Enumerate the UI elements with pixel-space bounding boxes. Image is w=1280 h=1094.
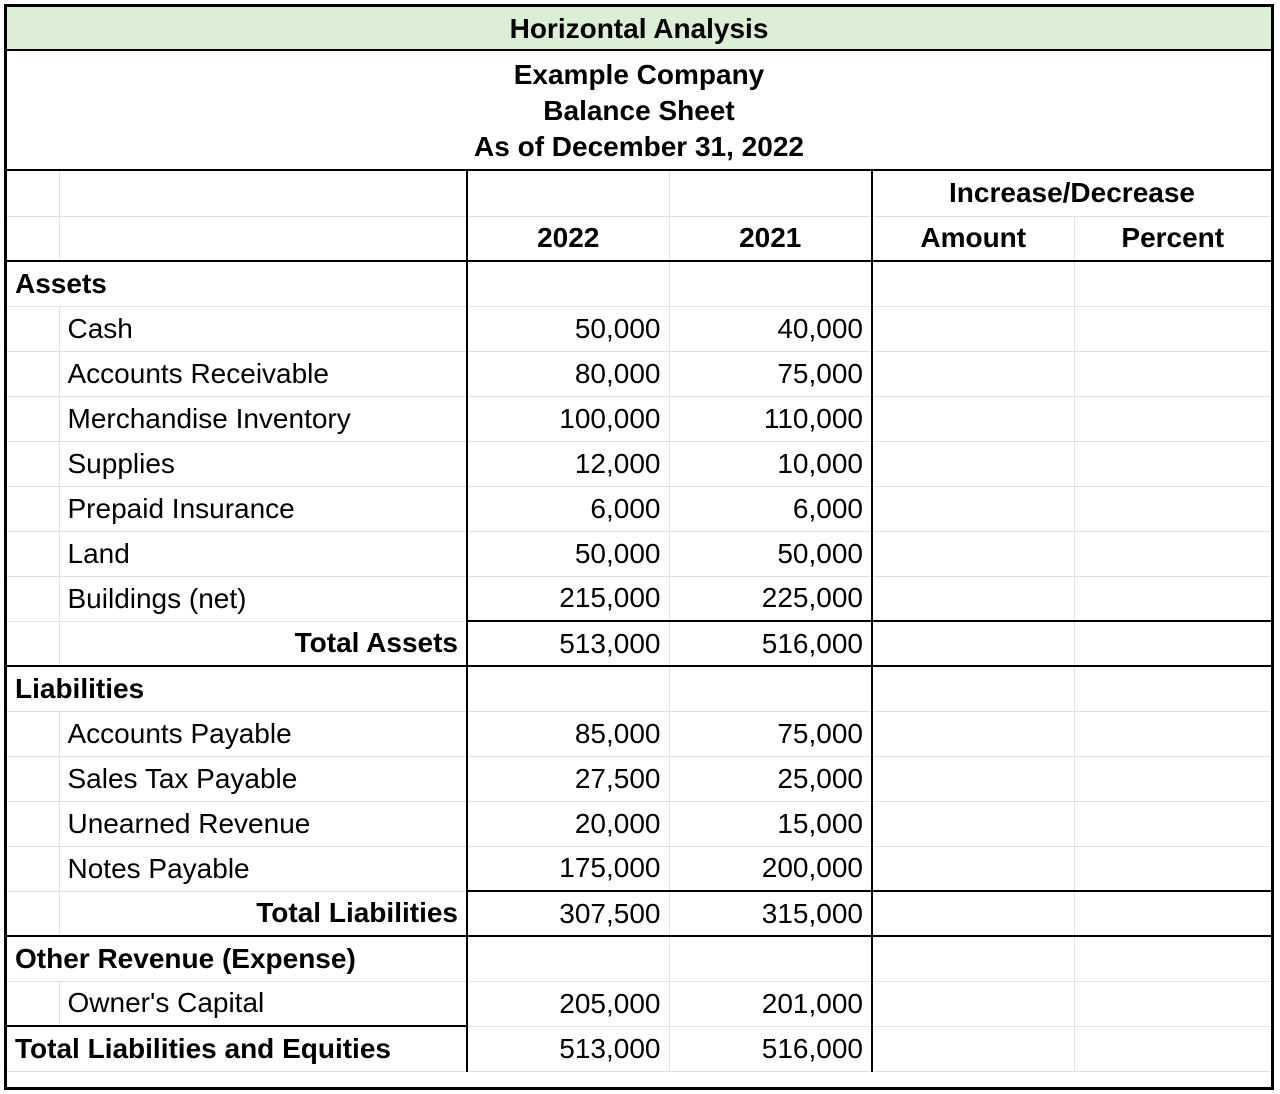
header-increase-decrease[interactable]: Increase/Decrease bbox=[872, 171, 1271, 216]
total-liabilities-label[interactable]: Total Liabilities bbox=[59, 891, 467, 936]
total-row-liabilities bbox=[7, 891, 1271, 936]
row-label[interactable]: Unearned Revenue bbox=[59, 801, 467, 846]
value-2022[interactable]: 175,000 bbox=[467, 846, 669, 891]
cell[interactable] bbox=[872, 666, 1074, 711]
statement-date: As of December 31, 2022 bbox=[474, 131, 804, 162]
header-percent[interactable]: Percent bbox=[1074, 216, 1271, 261]
section-label-liabilities[interactable]: Liabilities bbox=[7, 666, 467, 711]
value-2021[interactable]: 15,000 bbox=[669, 801, 872, 846]
cell[interactable] bbox=[7, 801, 59, 846]
value-2022[interactable]: 50,000 bbox=[467, 306, 669, 351]
total-assets-label[interactable]: Total Assets bbox=[59, 621, 467, 666]
section-row-assets bbox=[7, 261, 1271, 306]
cell[interactable] bbox=[669, 261, 872, 306]
amount-cell[interactable] bbox=[872, 981, 1074, 1026]
cell[interactable] bbox=[59, 171, 467, 216]
value-2022[interactable]: 215,000 bbox=[467, 576, 669, 621]
row-label[interactable]: Prepaid Insurance bbox=[59, 486, 467, 531]
cell[interactable] bbox=[467, 261, 669, 306]
total-liabilities-equities-2022[interactable]: 513,000 bbox=[467, 1026, 669, 1071]
total-liabilities-equities-2021[interactable]: 516,000 bbox=[669, 1026, 872, 1071]
cell[interactable] bbox=[7, 531, 59, 576]
row-label[interactable]: Land bbox=[59, 531, 467, 576]
cell[interactable] bbox=[1074, 261, 1271, 306]
total-liabilities-2022[interactable]: 307,500 bbox=[467, 891, 669, 936]
company-name: Example Company bbox=[513, 59, 765, 90]
table-row bbox=[7, 711, 1271, 756]
cell[interactable] bbox=[7, 756, 59, 801]
percent-cell[interactable] bbox=[1074, 306, 1271, 351]
percent-cell[interactable] bbox=[1074, 531, 1271, 576]
cell[interactable] bbox=[59, 216, 467, 261]
cell[interactable] bbox=[467, 666, 669, 711]
statement-heading bbox=[7, 51, 1271, 171]
amount-cell[interactable] bbox=[872, 891, 1074, 936]
table-row bbox=[7, 756, 1271, 801]
percent-cell[interactable] bbox=[1074, 711, 1271, 756]
row-label[interactable]: Accounts Receivable bbox=[59, 351, 467, 396]
table-row bbox=[7, 306, 1271, 351]
section-label-assets[interactable]: Assets bbox=[7, 261, 467, 306]
row-label[interactable]: Cash bbox=[59, 306, 467, 351]
row-label[interactable]: Sales Tax Payable bbox=[59, 756, 467, 801]
cell[interactable] bbox=[7, 621, 59, 666]
cell[interactable] bbox=[7, 396, 59, 441]
table-row bbox=[7, 486, 1271, 531]
sheet-title: Horizontal Analysis bbox=[7, 7, 1271, 51]
value-2021[interactable]: 50,000 bbox=[669, 531, 872, 576]
table-row bbox=[7, 531, 1271, 576]
total-row-liabilities-equities bbox=[7, 1026, 1271, 1071]
amount-cell[interactable] bbox=[872, 756, 1074, 801]
amount-cell[interactable] bbox=[872, 351, 1074, 396]
total-liabilities-2021[interactable]: 315,000 bbox=[669, 891, 872, 936]
section-row-liabilities bbox=[7, 666, 1271, 711]
value-2022[interactable]: 6,000 bbox=[467, 486, 669, 531]
value-2021[interactable]: 225,000 bbox=[669, 576, 872, 621]
cell[interactable] bbox=[7, 846, 59, 891]
cell[interactable] bbox=[7, 711, 59, 756]
value-2021[interactable]: 200,000 bbox=[669, 846, 872, 891]
cell[interactable] bbox=[467, 936, 669, 981]
cell[interactable] bbox=[872, 261, 1074, 306]
header-row-columns bbox=[7, 216, 1271, 261]
value-2022[interactable]: 85,000 bbox=[467, 711, 669, 756]
amount-cell[interactable] bbox=[872, 846, 1074, 891]
row-label[interactable]: Accounts Payable bbox=[59, 711, 467, 756]
percent-cell[interactable] bbox=[1074, 801, 1271, 846]
percent-cell[interactable] bbox=[1074, 981, 1271, 1026]
amount-cell[interactable] bbox=[872, 531, 1074, 576]
percent-cell[interactable] bbox=[1074, 1026, 1271, 1071]
cell[interactable] bbox=[1074, 666, 1271, 711]
cell[interactable] bbox=[7, 216, 59, 261]
table-row bbox=[7, 846, 1271, 891]
row-label[interactable]: Owner's Capital bbox=[59, 981, 467, 1026]
cell[interactable] bbox=[1074, 936, 1271, 981]
row-label[interactable]: Notes Payable bbox=[59, 846, 467, 891]
amount-cell[interactable] bbox=[872, 441, 1074, 486]
total-row-assets bbox=[7, 621, 1271, 666]
cell[interactable] bbox=[7, 981, 59, 1026]
percent-cell[interactable] bbox=[1074, 486, 1271, 531]
value-2022[interactable]: 12,000 bbox=[467, 441, 669, 486]
cell[interactable] bbox=[7, 891, 59, 936]
amount-cell[interactable] bbox=[872, 396, 1074, 441]
value-2022[interactable]: 80,000 bbox=[467, 351, 669, 396]
total-assets-2021[interactable]: 516,000 bbox=[669, 621, 872, 666]
statement-name: Balance Sheet bbox=[543, 95, 735, 126]
cell[interactable] bbox=[7, 351, 59, 396]
value-2022[interactable]: 100,000 bbox=[467, 396, 669, 441]
percent-cell[interactable] bbox=[1074, 351, 1271, 396]
value-2021[interactable]: 201,000 bbox=[669, 981, 872, 1026]
value-2021[interactable]: 110,000 bbox=[669, 396, 872, 441]
cell[interactable] bbox=[669, 171, 872, 216]
header-amount[interactable]: Amount bbox=[872, 216, 1074, 261]
header-row-group bbox=[7, 171, 1271, 216]
total-liabilities-equities-label[interactable]: Total Liabilities and Equities bbox=[7, 1026, 467, 1071]
header-2022[interactable]: 2022 bbox=[467, 216, 669, 261]
percent-cell[interactable] bbox=[1074, 441, 1271, 486]
table-row bbox=[7, 441, 1271, 486]
section-row-other bbox=[7, 936, 1271, 981]
cell[interactable] bbox=[669, 936, 872, 981]
value-2022[interactable]: 27,500 bbox=[467, 756, 669, 801]
percent-cell[interactable] bbox=[1074, 756, 1271, 801]
amount-cell[interactable] bbox=[872, 801, 1074, 846]
amount-cell[interactable] bbox=[872, 1026, 1074, 1071]
percent-cell[interactable] bbox=[1074, 621, 1271, 666]
table-row bbox=[7, 801, 1271, 846]
cell[interactable] bbox=[7, 171, 59, 216]
value-2021[interactable]: 25,000 bbox=[669, 756, 872, 801]
amount-cell[interactable] bbox=[872, 306, 1074, 351]
value-2022[interactable]: 50,000 bbox=[467, 531, 669, 576]
value-2021[interactable]: 40,000 bbox=[669, 306, 872, 351]
header-2021[interactable]: 2021 bbox=[669, 216, 872, 261]
balance-sheet-table bbox=[7, 171, 1271, 1072]
amount-cell[interactable] bbox=[872, 711, 1074, 756]
total-assets-2022[interactable]: 513,000 bbox=[467, 621, 669, 666]
cell[interactable] bbox=[7, 486, 59, 531]
value-2021[interactable]: 75,000 bbox=[669, 351, 872, 396]
row-label[interactable]: Supplies bbox=[59, 441, 467, 486]
value-2021[interactable]: 6,000 bbox=[669, 486, 872, 531]
value-2021[interactable]: 10,000 bbox=[669, 441, 872, 486]
value-2021[interactable]: 75,000 bbox=[669, 711, 872, 756]
cell[interactable] bbox=[467, 171, 669, 216]
section-label-other[interactable]: Other Revenue (Expense) bbox=[7, 936, 467, 981]
table-row bbox=[7, 576, 1271, 621]
percent-cell[interactable] bbox=[1074, 576, 1271, 621]
spreadsheet bbox=[4, 4, 1274, 1090]
cell[interactable] bbox=[669, 666, 872, 711]
value-2022[interactable]: 205,000 bbox=[467, 981, 669, 1026]
row-label[interactable]: Merchandise Inventory bbox=[59, 396, 467, 441]
amount-cell[interactable] bbox=[872, 486, 1074, 531]
cell[interactable] bbox=[7, 441, 59, 486]
cell[interactable] bbox=[872, 936, 1074, 981]
amount-cell[interactable] bbox=[872, 576, 1074, 621]
table-row bbox=[7, 981, 1271, 1026]
cell[interactable] bbox=[7, 576, 59, 621]
table-row bbox=[7, 351, 1271, 396]
cell[interactable] bbox=[7, 306, 59, 351]
percent-cell[interactable] bbox=[1074, 891, 1271, 936]
row-label[interactable]: Buildings (net) bbox=[59, 576, 467, 621]
value-2022[interactable]: 20,000 bbox=[467, 801, 669, 846]
amount-cell[interactable] bbox=[872, 621, 1074, 666]
percent-cell[interactable] bbox=[1074, 396, 1271, 441]
percent-cell[interactable] bbox=[1074, 846, 1271, 891]
table-row bbox=[7, 396, 1271, 441]
